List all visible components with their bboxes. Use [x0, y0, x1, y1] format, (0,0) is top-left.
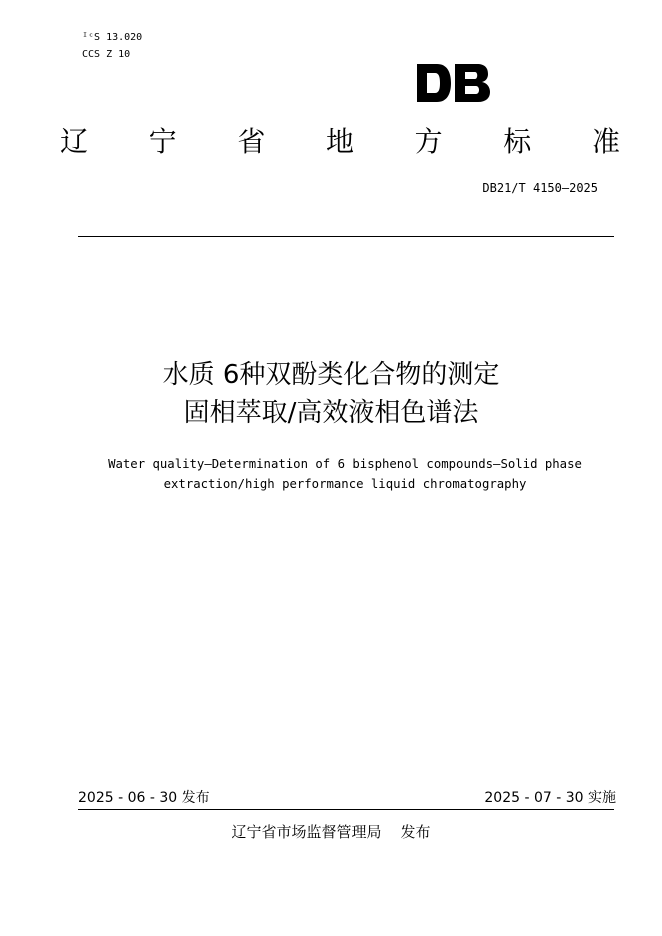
title-char: 标: [503, 125, 532, 158]
title-char: 宁: [148, 125, 177, 158]
title-char: 方: [414, 125, 443, 158]
english-title-line-2: extraction/high performance liquid chromatography: [163, 477, 527, 491]
standard-number: DB21/T 4150—2025: [482, 181, 598, 195]
title-char: 辽: [60, 125, 89, 158]
header-divider: [78, 236, 614, 237]
footer-divider: [78, 809, 614, 810]
province-standard-title: [60, 124, 620, 160]
title-char: 准: [591, 125, 620, 158]
issuing-authority: 辽宁省市场监督管理局 发布: [231, 823, 431, 841]
chinese-title-line-1: 水质 6种双酚类化合物的测定: [162, 360, 500, 390]
publish-date: 2025 - 06 - 30 发布: [78, 790, 210, 806]
db-logo: [415, 62, 491, 104]
ics-code: ᴵᶜS 13.020: [82, 32, 143, 43]
title-char: 省: [237, 125, 266, 158]
chinese-title-line-2: 固相萃取/高效液相色谱法: [183, 398, 479, 428]
implement-date: 2025 - 07 - 30 实施: [484, 790, 616, 806]
english-title-line-1: Water quality—Determination of 6 bisphenol compounds—Solid phase: [108, 457, 582, 471]
title-char: 地: [325, 125, 354, 158]
ccs-code: CCS Z 10: [82, 49, 131, 60]
